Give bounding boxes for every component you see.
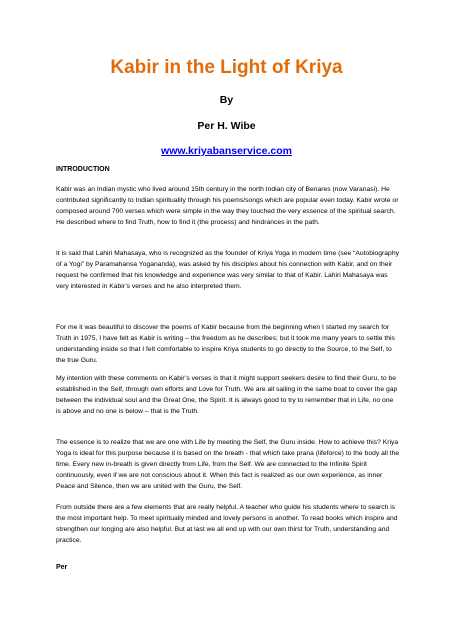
closing-signature: Per — [56, 564, 68, 571]
paragraph-1: Kabir was an Indian mystic who lived around 15th century in the north Indian city of Benares (now Varanasi). He contributed significantly to Indian spirituality through his poems/songs which are popular even today. Kabir wrote or composed around 700 verses which were simple in the way they touched the very essence of the spiritual search. He described where to find Truth, how to find it (the process) and hindrances in the path. — [56, 186, 399, 226]
section-heading: INTRODUCTION — [56, 166, 110, 173]
paragraph-4: My intention with these comments on Kabir’s verses is that it might support seekers desire to find their Guru, to be established in the Self, through own efforts and Love for Truth. We are all sailing in the same boat to cover the gap between the individual soul and the Great One, the Spirit. It is always good to try to remember that in Life, no one is above and no one is below – that is the Truth. — [56, 375, 398, 415]
website-link[interactable]: www.kriyabanservice.com — [161, 145, 292, 157]
byline-by: By — [219, 94, 234, 106]
paragraph-5: The essence is to realize that we are one with Life by meeting the Self, the Guru inside. How to achieve this? Kriya Yoga is ideal for this purpose because it is based on the breath - that which take prana (lifeforce) to the body all the time. Every new in-breath is given directly from Life, from the Self. We are connected to the Infinite Spirit continuously, even if we are not conscious about it. When this fact is realized as our own experience, as inner Peace and Silence, then we are united with the Guru, the Self. — [56, 439, 400, 490]
author-name: Per H. Wibe — [197, 120, 256, 132]
document-title: Kabir in the Light of Kriya — [110, 57, 343, 78]
paragraph-6: From outside there are a few elements that are really helpful. A teacher who guide his students where to search is the most important help. To meet spiritually minded and lovely persons is another. To read books which inspire and strengthen our longing are also helpful. But at last we all end up with our own thirst for Truth, understanding and practice. — [56, 504, 398, 544]
paragraph-3: For me it was beautiful to discover the poems of Kabir because from the beginning when I started my search for Truth in 1975, I have felt as Kabir is writing – the freedom as he describes; but it took me many years to settle this understanding inside so that I felt comfortable to inspire Kriya students to go directly to the Source, to the Self, to the true Guru. — [56, 324, 395, 364]
paragraph-2: It is said that Lahiri Mahasaya, who is recognized as the founder of Kriya Yoga in modern time (see “Autobiography of a Yogi” by Paramahansa Yogananda), was asked by his disciples about his connection with Kabir, and on their request he confirmed that his knowledge and experience was very similar to that of Kabir. Lahiri Mahasaya was very interested in Kabir’s verses and he also interpreted them. — [56, 250, 399, 290]
